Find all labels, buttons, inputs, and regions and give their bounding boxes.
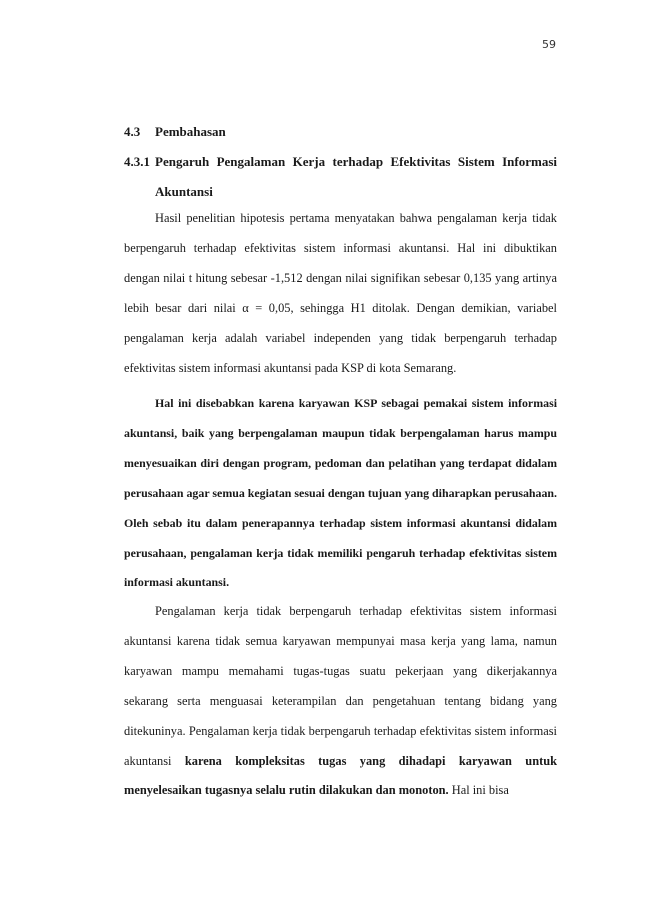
paragraph-3 bbox=[124, 597, 557, 806]
subsection-title-text: Pengaruh Pengalaman Kerja terhadap Efektivitas Sistem Informasi bbox=[155, 154, 557, 169]
paragraph-3-text: Pengalaman kerja tidak berpengaruh terhadap efektivitas sistem informasi akuntansi karena tidak semua karyawan mempunyai masa kerja yang lama, namun karyawan mampu memahami tugas-tugas suatu pekerjaan yang dikerjakannya sekarang serta menguasai keterampilan dan pengetahuan tentang bidang yang ditekuninya. Pengalaman kerja tidak berpengaruh terhadap efektivitas sistem informasi akuntansi bbox=[124, 604, 557, 768]
page-number: 59 bbox=[542, 38, 556, 51]
paragraph-1: Hasil penelitian hipotesis pertama menyatakan bahwa pengalaman kerja tidak berpengaruh terhadap efektivitas sistem informasi akuntansi. Hal ini dibuktikan dengan nilai t hitung sebesar -1,512 dengan nilai signifikan sebesar 0,135 yang artinya lebih besar dari nilai α = 0,05, sehingga H1 ditolak. Dengan demikian, variabel pengalaman kerja adalah variabel independen yang tidak berpengaruh terhadap efektivitas sistem informasi akuntansi pada KSP di kota Semarang. bbox=[124, 211, 557, 375]
subsection-title-line2: Akuntansi bbox=[155, 184, 213, 199]
section-heading bbox=[124, 117, 226, 147]
paragraph-3-text-end: Hal ini bisa bbox=[448, 783, 509, 798]
paragraph-3-bold-text: karena kompleksitas tugas yang dihadapi karyawan untuk menyelesaikan tugasnya selalu rutin dilakukan dan monoton. bbox=[124, 753, 557, 798]
subsection-title-line1 bbox=[124, 147, 557, 177]
paragraph-2-bold: Hal ini disebabkan karena karyawan KSP sebagai pemakai sistem informasi akuntansi, baik yang berpengalaman maupun tidak berpengalaman harus mampu menyesuaikan diri dengan program, pedoman dan pelatihan yang terdapat didalam perusahaan agar semua kegiatan sesuai dengan tujuan yang diharapkan perusahaan. Oleh sebab itu dalam penerapannya terhadap sistem informasi akuntansi didalam perusahaan, pengalaman kerja tidak memiliki pengaruh terhadap efektivitas sistem informasi akuntansi. bbox=[124, 396, 557, 590]
subsection-number: 4.3.1 bbox=[124, 154, 150, 169]
subsection-heading bbox=[124, 147, 557, 207]
section-number: 4.3 bbox=[124, 124, 141, 139]
section-title: Pembahasan bbox=[155, 124, 226, 139]
